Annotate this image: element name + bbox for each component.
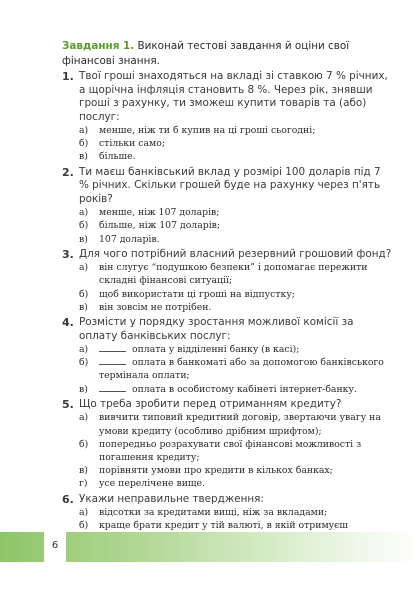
option-letter: в) (79, 233, 88, 245)
task-label: Завдання 1. (62, 40, 135, 52)
option-letter: в) (79, 151, 88, 163)
answer-options (79, 343, 392, 396)
option-letter: г) (79, 478, 88, 490)
option-text: менше, ніж 107 доларів; (99, 207, 220, 219)
option-text: щоб використати ці гроші на відпустку; (99, 288, 295, 300)
task-heading (62, 39, 392, 68)
question-3 (62, 248, 392, 314)
task-text: Виконай тестові завдання й оціни свої фінансові знання. (62, 40, 350, 67)
option-letter: а) (79, 207, 89, 219)
option-letter: а) (79, 412, 89, 424)
question-text: Укажи неправильне твердження: (79, 492, 264, 505)
option-text: краще брати кредит у тій валюті, в якій отримуєш (99, 520, 349, 532)
option-text: 107 доларів. (99, 233, 160, 245)
answer-option (79, 150, 392, 163)
option-text: оплата у відділенні банку (в касі); (132, 344, 300, 356)
answer-option (79, 343, 392, 356)
option-letter: в) (79, 383, 88, 395)
answer-blank-line[interactable] (99, 364, 126, 365)
answer-blank-line[interactable] (99, 391, 126, 392)
question-2 (62, 166, 392, 246)
answer-option (79, 411, 392, 437)
option-letter: а) (79, 507, 89, 519)
question-number: 5. (62, 397, 74, 411)
option-letter: б) (79, 357, 89, 369)
option-text: порівняти умови про кредити в кількох банках; (99, 465, 333, 477)
option-text: більше, ніж 107 доларів; (99, 220, 221, 232)
answer-option (79, 383, 392, 396)
answer-option (79, 219, 392, 232)
answer-option (79, 137, 392, 150)
question-5 (62, 398, 392, 491)
question-text: Розмісти у порядку зростання можливої комісії за оплату банківських послуг: (79, 316, 354, 342)
option-letter: в) (79, 465, 88, 477)
question-number: 1. (62, 70, 74, 83)
answer-blank-line[interactable] (99, 351, 126, 352)
question-4 (62, 316, 392, 396)
option-text: усе перелічене вище. (99, 478, 205, 490)
answer-options (79, 206, 392, 246)
option-text: попередньо розрахувати свої фінансові можливості з погашення кредиту; (99, 438, 362, 463)
option-text: більше. (99, 151, 136, 163)
question-list (62, 70, 392, 561)
question-text: Твої гроші знаходяться на вкладі зі ставкою 7 % річних, а щорічна інфляція становить 8 %. Через рік, знявши гроші з рахунку, ти зможеш купити товарів та (або) послуг: (79, 70, 388, 123)
question-text: Ти маєш банківський вклад у розмірі 100 доларів під 7 % річних. Скільки грошей буде на рахунку через п'ять років? (79, 165, 381, 205)
answer-options (79, 124, 392, 164)
question-number: 2. (62, 165, 74, 179)
option-letter: а) (79, 125, 89, 136)
option-text: вивчити типовий кредитний договір, звертаючи увагу на умови кредиту (особливо дрібним шрифтом); (99, 412, 381, 437)
option-text: менше, ніж ти б купив на ці гроші сьогодні; (99, 125, 316, 136)
option-letter: б) (79, 520, 89, 532)
answer-option (79, 261, 392, 287)
option-letter: в) (79, 301, 88, 313)
option-text: відсотки за кредитами вищі, ніж за вкладами; (99, 507, 328, 519)
answer-option (79, 464, 392, 477)
question-1 (62, 70, 392, 164)
option-letter: а) (79, 344, 89, 356)
option-text: оплата в банкоматі або за допомогою банківського термінала оплати; (99, 357, 384, 382)
question-text: Для чого потрібний власний резервний грошовий фонд? (79, 247, 392, 260)
answer-option (79, 356, 392, 382)
option-text: він зовсім не потрібен. (99, 301, 212, 313)
answer-options (79, 411, 392, 490)
option-text: оплата в особистому кабінеті інтернет-банку. (132, 383, 357, 395)
question-number: 3. (62, 247, 74, 261)
answer-option (79, 124, 392, 137)
answer-options (79, 261, 392, 314)
answer-option (79, 477, 392, 490)
question-number: 6. (62, 492, 74, 506)
option-letter: б) (79, 438, 89, 450)
option-text: він слугує “подушкою безпеки” і допомагає пережити складні фінансові ситуації; (99, 262, 368, 287)
option-letter: а) (79, 262, 89, 274)
answer-option (79, 301, 392, 314)
page-number-box (44, 532, 66, 562)
option-letter: б) (79, 288, 89, 300)
question-text: Що треба зробити перед отриманням кредиту? (79, 397, 342, 410)
option-letter: б) (79, 220, 89, 232)
question-number: 4. (62, 316, 74, 330)
answer-option (79, 233, 392, 246)
answer-option (79, 438, 392, 464)
page-number: 6 (51, 540, 59, 551)
answer-option (79, 506, 392, 519)
option-letter: б) (79, 138, 89, 150)
answer-option (79, 206, 392, 219)
answer-option (79, 288, 392, 301)
option-text: стільки само; (99, 138, 165, 150)
